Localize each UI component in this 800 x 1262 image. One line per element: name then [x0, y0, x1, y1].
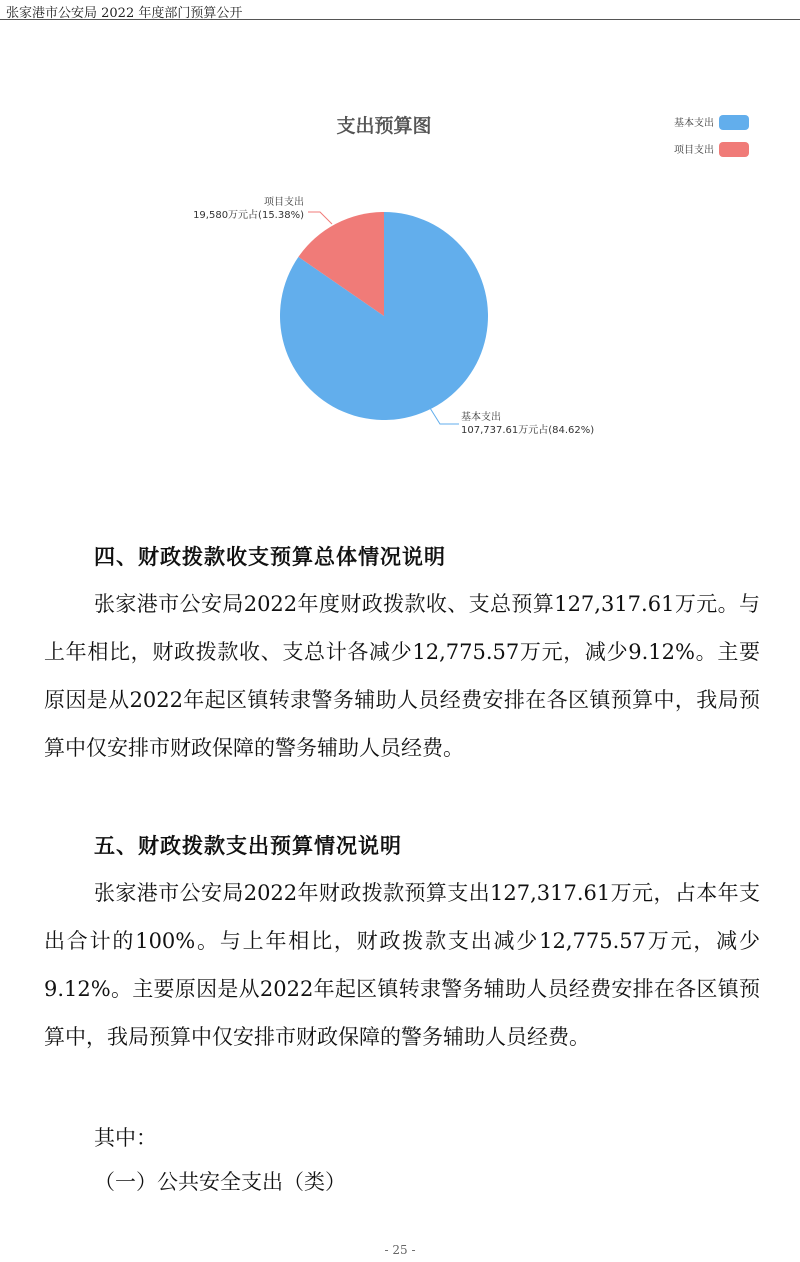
among-text: 其中：	[94, 1126, 157, 1150]
label-project-name: 项目支出	[264, 197, 304, 208]
label-project	[193, 195, 332, 224]
label-project-value: 19,580万元占(15.38%)	[193, 210, 304, 221]
leader-line-project	[308, 212, 332, 224]
pie-slices	[280, 212, 488, 420]
section4-heading: 四、财政拨款收支预算总体情况说明	[94, 544, 446, 569]
legend-label-basic: 基本支出	[674, 118, 714, 129]
label-basic	[430, 408, 594, 436]
leader-line-basic	[430, 408, 459, 424]
label-basic-name: 基本支出	[461, 412, 501, 423]
header-rule	[0, 19, 800, 20]
chart-legend	[674, 115, 749, 157]
page-number: - 25 -	[384, 1243, 416, 1257]
page-header: 张家港市公安局 2022 年度部门预算公开	[6, 6, 243, 21]
legend-label-project: 项目支出	[674, 145, 714, 156]
legend-swatch-basic	[719, 115, 749, 130]
label-basic-value: 107,737.61万元占(84.62%)	[461, 425, 595, 436]
section5-body: 张家港市公安局2022年财政拨款预算支出127,317.61万元，占本年支出合计的100%。与上年相比，财政拨款支出减少12,775.57万元，减少9.12%。主要原因是从2022年起区镇转隶警务辅助人员经费安排在各区镇预算中，我局预算中仅安排市财政保障的警务辅助人员经费。	[44, 881, 760, 1049]
section4-body: 张家港市公安局2022年度财政拨款收、支总预算127,317.61万元。与上年相比，财政拨款收、支总计各减少12,775.57万元，减少9.12%。主要原因是从2022年起区镇转隶警务辅助人员经费安排在各区镇预算中，我局预算中仅安排市财政保障的警务辅助人员经费。	[44, 592, 760, 760]
subsection-heading: （一）公共安全支出（类）	[94, 1170, 346, 1194]
expenditure-pie-chart	[0, 90, 800, 450]
legend-swatch-project	[719, 142, 749, 157]
chart-title: 支出预算图	[336, 115, 432, 137]
section5-heading: 五、财政拨款支出预算情况说明	[94, 833, 402, 858]
